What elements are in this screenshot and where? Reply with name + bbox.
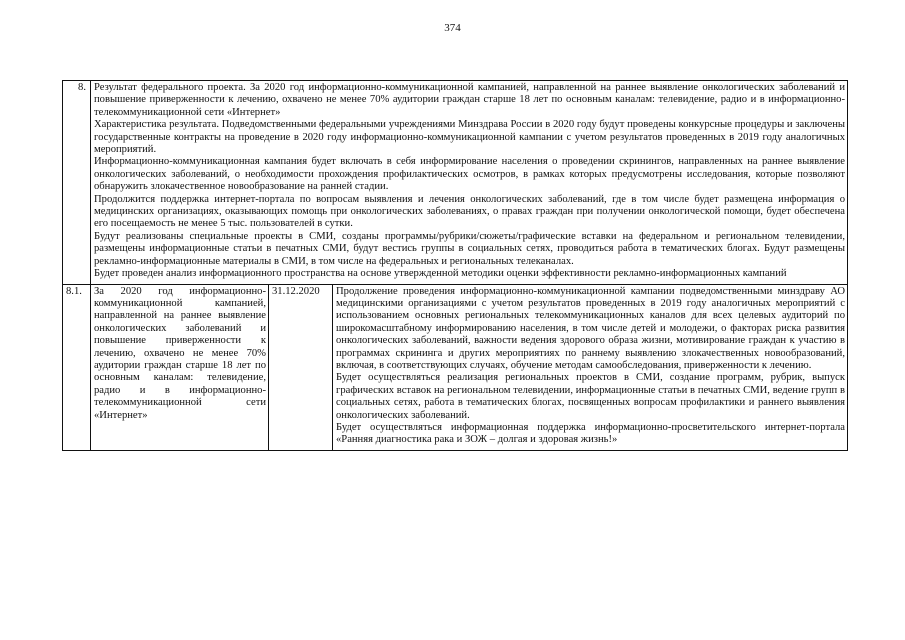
control-point-description [91, 284, 269, 450]
paragraph: Информационно-коммуникационная кампания будет включать в себя информирование населения о проведении скринингов, направленных на раннее выявление онкологических заболеваний, о необходимости прохождения профилактических осмотров, в рамках которых предусмотрены исследования, которые позволяют обнаружить злокачественное новообразование на ранней стадии. [94, 156, 845, 193]
deadline-date: 31.12.2020 [269, 284, 333, 450]
paragraph: Характеристика результата. Подведомственными федеральными учреждениями Минздрава России в 2020 году будут проведены конкурсные процедуры и заключены государственные контракты на проведение в 2020 году информационно-коммуникационной кампании с учетом результатов проведенных в 2019 году аналогичных мероприятий. [94, 119, 845, 156]
table-row [63, 284, 848, 450]
paragraph: Будет осуществляться информационная поддержка информационно-просветительского интернет-портала «Ранняя диагностика рака и ЗОЖ – долгая и здоровая жизнь!» [336, 421, 845, 446]
result-text-cell [91, 81, 848, 285]
paragraph: Будет осуществляться реализация региональных проектов в СМИ, создание программ, рубрик, выпуск графических вставок на региональном телевидении, информационные статьи в печатных СМИ, ведение групп в социальных сетях, работа в тематических блогах, посвященных вопросам профилактики и раннего выявления онкологических заболеваний. [336, 372, 845, 421]
row-number: 8.1. [63, 284, 91, 450]
paragraph: Будет проведен анализ информационного пространства на основе утвержденной методики оценки эффективности рекламно-информационных кампаний [94, 268, 787, 280]
paragraph: Результат федерального проекта. За 2020 год информационно-коммуникационной кампанией, направленной на раннее выявление онкологических заболеваний и повышение приверженности к лечению, охвачено не менее 70% аудитории граждан старше 18 лет по основным каналам: телевидение, радио и в информационно-телекоммуникационной сети «Интернет» [94, 82, 845, 118]
paragraph: За 2020 год информационно-коммуникационной кампанией, направленной на раннее выявление онкологических заболеваний и повышение приверженности к лечению, охвачено не менее 70% аудитории граждан старше 18 лет по основным каналам: телевидение, радио и в информационно-телекоммуникационной сети «Интернет» [94, 285, 266, 421]
paragraph: Продолжение проведения информационно-коммуникационной кампании подведомственными минздраву АО медицинскими организациями с учетом результатов проведенных в 2019 году аналогичных мероприятий с использованием основных региональных телекоммуникационных каналов для всех целевых аудиторий по широкомасштабному информированию населения, в том числе детей и молодежи, о факторах риска развития онкологических заболеваний, важности ведения здорового образа жизни, мотивирование граждан к участию в программах скрининга и других мероприятиях по раннему выявлению злокачественных новообразований, включая, в соответствующих случаях, обучение методам самообследования, приверженности к лечению. [336, 285, 845, 371]
paragraph: Продолжится поддержка интернет-портала по вопросам выявления и лечения онкологических заболеваний, где в том числе будет размещена информация о медицинских организациях, оказывающих помощь при онкологических заболеваниях, о правах граждан при получении онкологической помощи, будет обеспечена его посещаемость не менее 5 тыс. пользователей в сутки. [94, 193, 845, 230]
row-number: 8. [63, 81, 91, 285]
control-point-text-cell [333, 284, 848, 450]
table-row [63, 81, 848, 285]
page-number: 374 [444, 22, 461, 34]
paragraph: Будут реализованы специальные проекты в СМИ, созданы программы/рубрики/сюжеты/графические вставки на федеральном и региональном телевидении, размещены информационные статьи в печатных СМИ, будут вестись группы в социальных сетях, проводиться работа в тематических блогах. Будут размещены рекламно-информационные материалы в СМИ, в том числе на федеральных и региональных телеканалах. [94, 230, 845, 267]
results-table [62, 80, 848, 451]
